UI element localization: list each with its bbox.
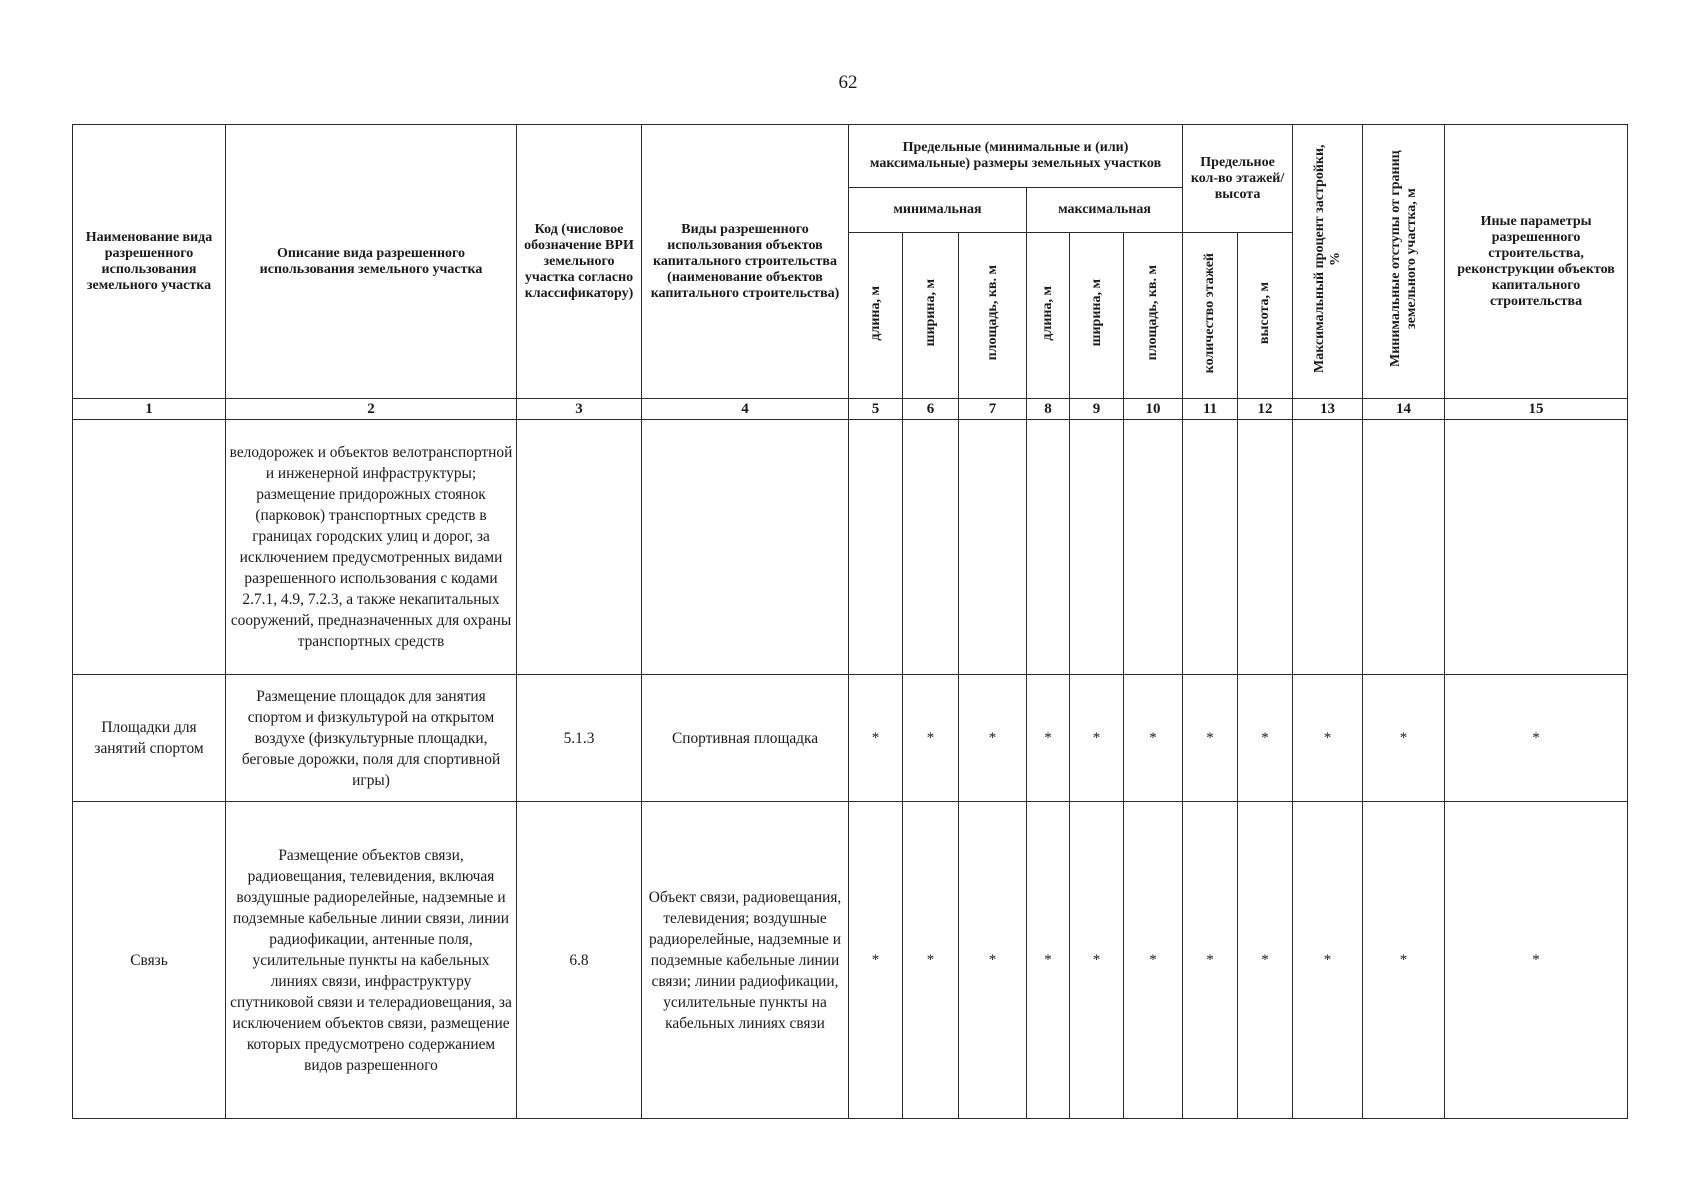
param-cell: [1363, 420, 1445, 675]
header-max-area: площадь, кв. м: [1124, 233, 1183, 399]
param-cell: *: [1293, 802, 1363, 1119]
column-number: 2: [226, 399, 517, 420]
header-code: Код (числовое обозначение ВРИ земельного участка согласно классификатору): [517, 125, 642, 399]
table-row: [73, 420, 1628, 675]
param-cell: *: [1238, 675, 1293, 802]
header-plot-size-limits: Предельные (минимальные и (или) максимальные) размеры земельных участков: [849, 125, 1183, 188]
column-number: 5: [849, 399, 903, 420]
header-description: Описание вида разрешенного использования земельного участка: [226, 125, 517, 399]
column-number: 12: [1238, 399, 1293, 420]
param-cell: [849, 420, 903, 675]
code-cell: 5.1.3: [517, 675, 642, 802]
header-height: высота, м: [1238, 233, 1293, 399]
param-cell: [1238, 420, 1293, 675]
column-number-row: [73, 399, 1628, 420]
param-cell: *: [1183, 675, 1238, 802]
param-cell: [903, 420, 959, 675]
param-cell: [1070, 420, 1124, 675]
param-cell: *: [1293, 675, 1363, 802]
column-number: 11: [1183, 399, 1238, 420]
header-min-setbacks: Минимальные отступы от границ земельного участка, м: [1363, 125, 1445, 399]
param-cell: *: [959, 802, 1027, 1119]
description-cell: Размещение площадок для занятия спортом и физкультурой на открытом воздухе (физкультурные площадки, беговые дорожки, поля для спортивной игры): [226, 675, 517, 802]
param-cell: *: [1027, 675, 1070, 802]
param-cell: *: [1070, 802, 1124, 1119]
objects-cell: Объект связи, радиовещания, телевидения; воздушные радиорелейные, надземные и подземные кабельные линии связи; линии радиофикации, усилительные пункты на кабельных линиях связи: [642, 802, 849, 1119]
code-cell: [517, 420, 642, 675]
header-capital-objects: Виды разрешенного использования объектов капитального строительства (наименование объектов капитального строительства): [642, 125, 849, 399]
column-number: 9: [1070, 399, 1124, 420]
objects-cell: [642, 420, 849, 675]
param-cell: *: [849, 802, 903, 1119]
param-cell: [1183, 420, 1238, 675]
zoning-regulations-table: [72, 124, 1628, 1119]
description-cell: Размещение объектов связи, радиовещания, телевидения, включая воздушные радиорелейные, надземные и подземные кабельные линии связи, линии радиофикации, антенные поля, усилительные пункты на кабельных линиях связи, инфраструктуру спутниковой связи и телерадиовещания, за исключением объектов связи, размещение которых предусмотрено содержанием видов разрешенного: [226, 802, 517, 1119]
param-cell: *: [903, 802, 959, 1119]
param-cell: *: [959, 675, 1027, 802]
param-cell: [1293, 420, 1363, 675]
column-number: 4: [642, 399, 849, 420]
param-cell: *: [1238, 802, 1293, 1119]
use-name-cell: Связь: [73, 802, 226, 1119]
objects-cell: Спортивная площадка: [642, 675, 849, 802]
param-cell: *: [1445, 675, 1628, 802]
header-max-length: длина, м: [1027, 233, 1070, 399]
header-use-name: Наименование вида разрешенного использования земельного участка: [73, 125, 226, 399]
header-floors-height-limits: Предельное кол-во этажей/высота: [1183, 125, 1293, 233]
use-name-cell: [73, 420, 226, 675]
param-cell: *: [1445, 802, 1628, 1119]
param-cell: *: [1124, 675, 1183, 802]
header-floors-count: количество этажей: [1183, 233, 1238, 399]
header-min-width: ширина, м: [903, 233, 959, 399]
code-cell: 6.8: [517, 802, 642, 1119]
param-cell: *: [903, 675, 959, 802]
param-cell: *: [1183, 802, 1238, 1119]
param-cell: *: [1124, 802, 1183, 1119]
header-minimum: минимальная: [849, 188, 1027, 233]
page-number: 62: [838, 72, 858, 93]
param-cell: *: [1070, 675, 1124, 802]
param-cell: [1027, 420, 1070, 675]
param-cell: [1445, 420, 1628, 675]
header-other-parameters: Иные параметры разрешенного строительства, реконструкции объектов капитального строительства: [1445, 125, 1628, 399]
column-number: 10: [1124, 399, 1183, 420]
table-row: [73, 802, 1628, 1119]
column-number: 6: [903, 399, 959, 420]
header-min-area: площадь, кв. м: [959, 233, 1027, 399]
param-cell: *: [1363, 802, 1445, 1119]
table-row: [73, 675, 1628, 802]
column-number: 13: [1293, 399, 1363, 420]
column-number: 8: [1027, 399, 1070, 420]
param-cell: *: [1363, 675, 1445, 802]
param-cell: *: [1027, 802, 1070, 1119]
use-name-cell: Площадки для занятий спортом: [73, 675, 226, 802]
column-number: 14: [1363, 399, 1445, 420]
param-cell: *: [849, 675, 903, 802]
param-cell: [1124, 420, 1183, 675]
column-number: 1: [73, 399, 226, 420]
header-max-width: ширина, м: [1070, 233, 1124, 399]
header-maximum: максимальная: [1027, 188, 1183, 233]
column-number: 15: [1445, 399, 1628, 420]
description-cell: велодорожек и объектов велотранспортной и инженерной инфраструктуры; размещение придорожных стоянок (парковок) транспортных средств в границах городских улиц и дорог, за исключением предусмотренных видами разрешенного использования с кодами 2.7.1, 4.9, 7.2.3, а также некапитальных сооружений, предназначенных для охраны транспортных средств: [226, 420, 517, 675]
param-cell: [959, 420, 1027, 675]
header-min-length: длина, м: [849, 233, 903, 399]
column-number: 7: [959, 399, 1027, 420]
header-max-build-percent: Максимальный процент застройки, %: [1293, 125, 1363, 399]
column-number: 3: [517, 399, 642, 420]
